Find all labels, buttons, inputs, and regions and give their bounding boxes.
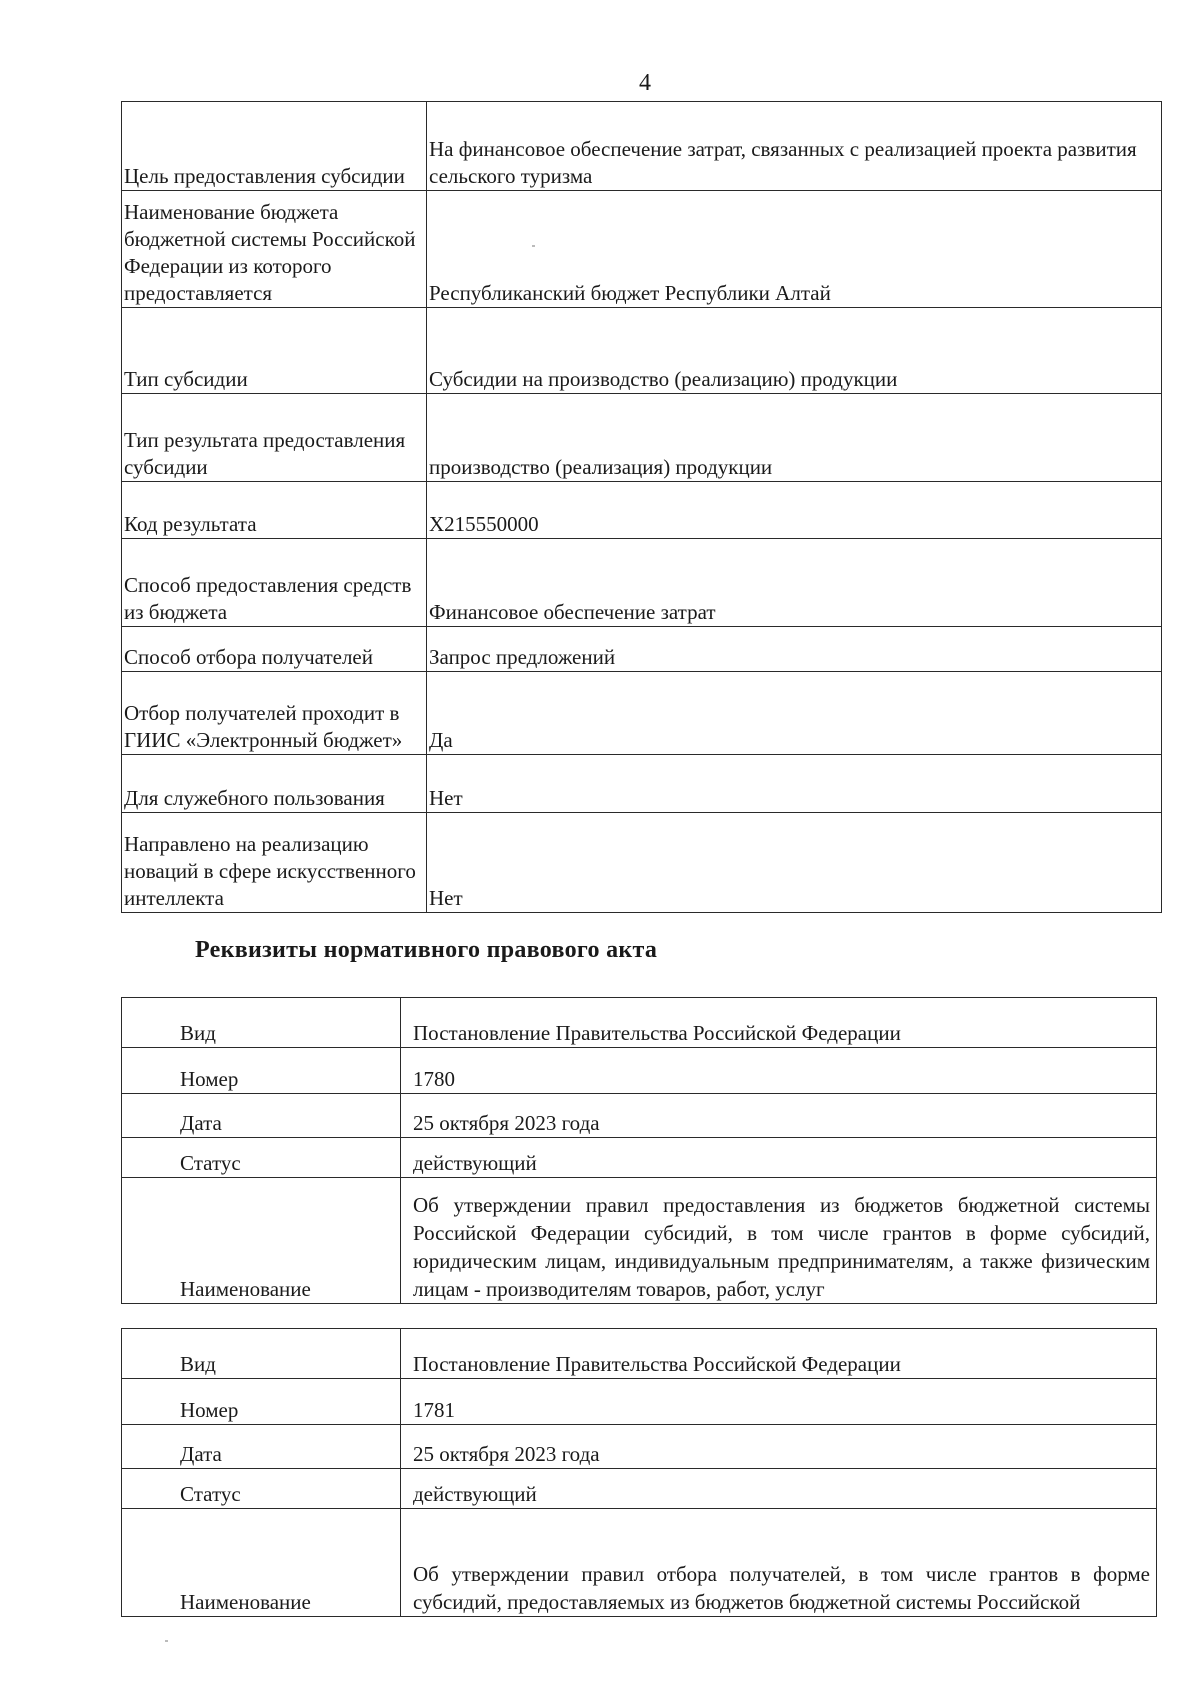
act-status-value: действующий	[401, 1469, 1157, 1509]
row-value: Финансовое обеспечение затрат	[427, 539, 1162, 627]
row-label: Тип результата предоставления субсидии	[122, 394, 427, 482]
table-row	[122, 394, 1162, 482]
act-name-value: Об утверждении правил отбора получателей, в том числе грантов в форме субсидий, предоставляемых из бюджетов бюджетной системы Российской	[401, 1509, 1157, 1617]
act-name-value: Об утверждении правил предоставления из бюджетов бюджетной системы Российской Федерации субсидий, в том числе грантов в форме субсидий, юридическим лицам, индивидуальным предпринимателям, а также физическим лицам - производителям товаров, работ, услуг	[401, 1178, 1157, 1304]
act-name-label: Наименование	[122, 1509, 401, 1617]
table-row	[122, 1138, 1157, 1178]
row-label: Цель предоставления субсидии	[122, 102, 427, 191]
table-row	[122, 813, 1162, 913]
act-number-value: 1780	[401, 1048, 1157, 1094]
table-row	[122, 755, 1162, 813]
row-value: Нет	[427, 755, 1162, 813]
row-value: Нет	[427, 813, 1162, 913]
table-row	[122, 539, 1162, 627]
act-number-label: Номер	[122, 1048, 401, 1094]
section-title: Реквизиты нормативного правового акта	[195, 937, 658, 963]
act-number-label: Номер	[122, 1379, 401, 1425]
table-row	[122, 308, 1162, 394]
act-type-value: Постановление Правительства Российской Федерации	[401, 998, 1157, 1048]
row-value: производство (реализация) продукции	[427, 394, 1162, 482]
table-row	[122, 1469, 1157, 1509]
table-row	[122, 482, 1162, 539]
table-row	[122, 1329, 1157, 1379]
scan-speck	[532, 245, 535, 247]
legal-act-table	[121, 997, 1157, 1304]
row-value: Да	[427, 672, 1162, 755]
row-label: Код результата	[122, 482, 427, 539]
table-row	[122, 1094, 1157, 1138]
act-name-label: Наименование	[122, 1178, 401, 1304]
act-date-value: 25 октября 2023 года	[401, 1094, 1157, 1138]
table-row	[122, 1379, 1157, 1425]
act-type-label: Вид	[122, 998, 401, 1048]
table-row	[122, 998, 1157, 1048]
act-type-label: Вид	[122, 1329, 401, 1379]
row-value: Республиканский бюджет Республики Алтай	[427, 191, 1162, 308]
row-value: Запрос предложений	[427, 627, 1162, 672]
act-status-value: действующий	[401, 1138, 1157, 1178]
row-label: Способ отбора получателей	[122, 627, 427, 672]
row-label: Отбор получателей проходит в ГИИС «Электронный бюджет»	[122, 672, 427, 755]
act-date-label: Дата	[122, 1094, 401, 1138]
table-row	[122, 627, 1162, 672]
table-row	[122, 1178, 1157, 1304]
row-value: Субсидии на производство (реализацию) продукции	[427, 308, 1162, 394]
table-row	[122, 672, 1162, 755]
row-label: Направлено на реализацию новаций в сфере искусственного интеллекта	[122, 813, 427, 913]
row-label: Для служебного пользования	[122, 755, 427, 813]
legal-act-table	[121, 1328, 1157, 1617]
table-row	[122, 191, 1162, 308]
act-number-value: 1781	[401, 1379, 1157, 1425]
row-label: Способ предоставления средств из бюджета	[122, 539, 427, 627]
row-value: X215550000	[427, 482, 1162, 539]
table-row	[122, 1425, 1157, 1469]
act-status-label: Статус	[122, 1138, 401, 1178]
table-row	[122, 102, 1162, 191]
act-date-label: Дата	[122, 1425, 401, 1469]
act-status-label: Статус	[122, 1469, 401, 1509]
page-number: 4	[639, 70, 651, 96]
table-row	[122, 1509, 1157, 1617]
row-label: Тип субсидии	[122, 308, 427, 394]
scan-speck	[165, 1640, 168, 1642]
act-date-value: 25 октября 2023 года	[401, 1425, 1157, 1469]
table-row	[122, 1048, 1157, 1094]
row-label: Наименование бюджета бюджетной системы Российской Федерации из которого предоставляется	[122, 191, 427, 308]
subsidy-parameters-table	[121, 101, 1162, 913]
act-type-value: Постановление Правительства Российской Федерации	[401, 1329, 1157, 1379]
row-value: На финансовое обеспечение затрат, связанных с реализацией проекта развития сельского туризма	[427, 102, 1162, 191]
